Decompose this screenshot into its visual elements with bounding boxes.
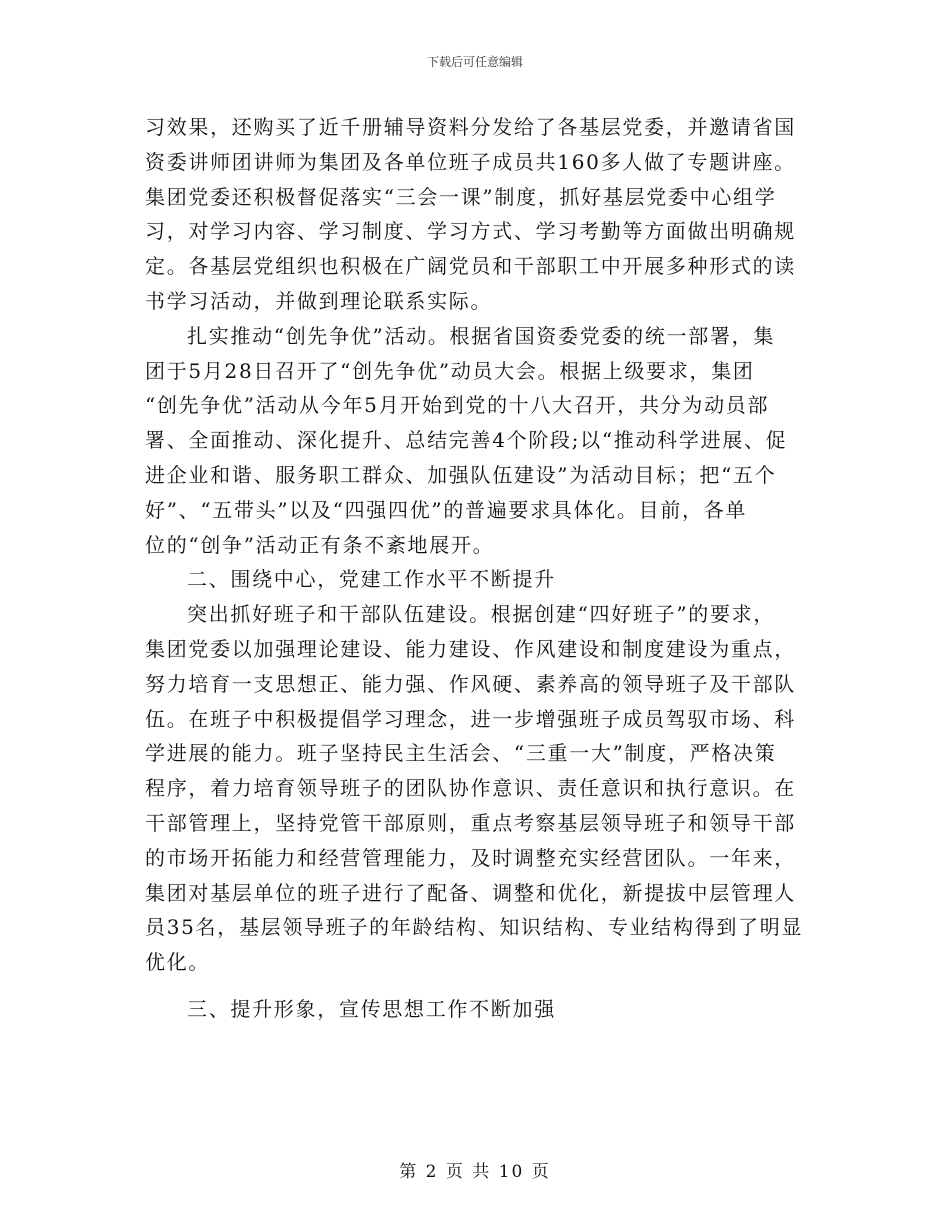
page-number: 第 2 页 共 10 页 bbox=[399, 1162, 551, 1182]
body-line: 努力培育一支思想正、能力强、作风硬、素养高的领导班子及干部队 bbox=[145, 671, 796, 696]
paragraph-first-line: 突出抓好班子和干部队伍建设。根据创建“四好班子”的要求， bbox=[187, 602, 776, 627]
body-line: 集团党委以加强理论建设、能力建设、作风建设和制度建设为重点， bbox=[145, 636, 796, 661]
body-line: 习，对学习内容、学习制度、学习方式、学习考勤等方面做出明确规 bbox=[145, 219, 796, 244]
body-line: 团于5月28日召开了“创先争优”动员大会。根据上级要求，集团 bbox=[145, 358, 755, 383]
body-line: 资委讲师团讲师为集团及各单位班子成员共160多人做了专题讲座。 bbox=[145, 149, 796, 174]
body-line: 进企业和谐、服务职工群众、加强队伍建设”为活动目标；把“五个 bbox=[145, 462, 777, 487]
body-line: 员35名，基层领导班子的年龄结构、知识结构、专业结构得到了明显 bbox=[145, 915, 804, 940]
document-body bbox=[145, 110, 810, 1027]
paragraph-first-line: 扎实推动“创先争优”活动。根据省国资委党委的统一部署，集 bbox=[187, 323, 776, 348]
header-note: 下载后可任意编辑 bbox=[426, 55, 523, 69]
body-line: 学进展的能力。班子坚持民主生活会、“三重一大”制度，严格决策 bbox=[145, 741, 777, 766]
body-line: 伍。在班子中积极提倡学习理念，进一步增强班子成员驾驭市场、科 bbox=[145, 706, 796, 731]
body-line: 书学习活动，并做到理论联系实际。 bbox=[145, 288, 493, 313]
body-line: 优化。 bbox=[145, 950, 211, 975]
body-line: 位的“创争”活动正有条不紊地展开。 bbox=[145, 532, 495, 557]
body-line: 的市场开拓能力和经营管理能力，及时调整充实经营团队。一年来， bbox=[145, 845, 796, 870]
body-line: 署、全面推动、深化提升、总结完善4个阶段;以“推动科学进展、促 bbox=[145, 428, 788, 453]
body-line: “创先争优”活动从今年5月开始到党的十八大召开，共分为动员部 bbox=[145, 393, 770, 418]
section-heading: 三、提升形象，宣传思想工作不断加强 bbox=[187, 996, 556, 1021]
body-line: 集团对基层单位的班子进行了配备、调整和优化，新提拔中层管理人 bbox=[145, 880, 796, 905]
section-heading: 二、围绕中心，党建工作水平不断提升 bbox=[187, 567, 556, 592]
body-line: 好”、“五带头”以及“四强四优”的普遍要求具体化。目前，各单 bbox=[145, 497, 748, 522]
body-line: 干部管理上，坚持党管干部原则，重点考察基层领导班子和领导干部 bbox=[145, 810, 796, 835]
body-line: 定。各基层党组织也积极在广阔党员和干部职工中开展多种形式的读 bbox=[145, 254, 796, 279]
body-line: 习效果，还购买了近千册辅导资料分发给了各基层党委，并邀请省国 bbox=[145, 115, 796, 139]
body-line: 集团党委还积极督促落实“三会一课”制度，抓好基层党委中心组学 bbox=[145, 184, 777, 209]
body-line: 程序，着力培育领导班子的团队协作意识、责任意识和执行意识。在 bbox=[145, 776, 796, 801]
